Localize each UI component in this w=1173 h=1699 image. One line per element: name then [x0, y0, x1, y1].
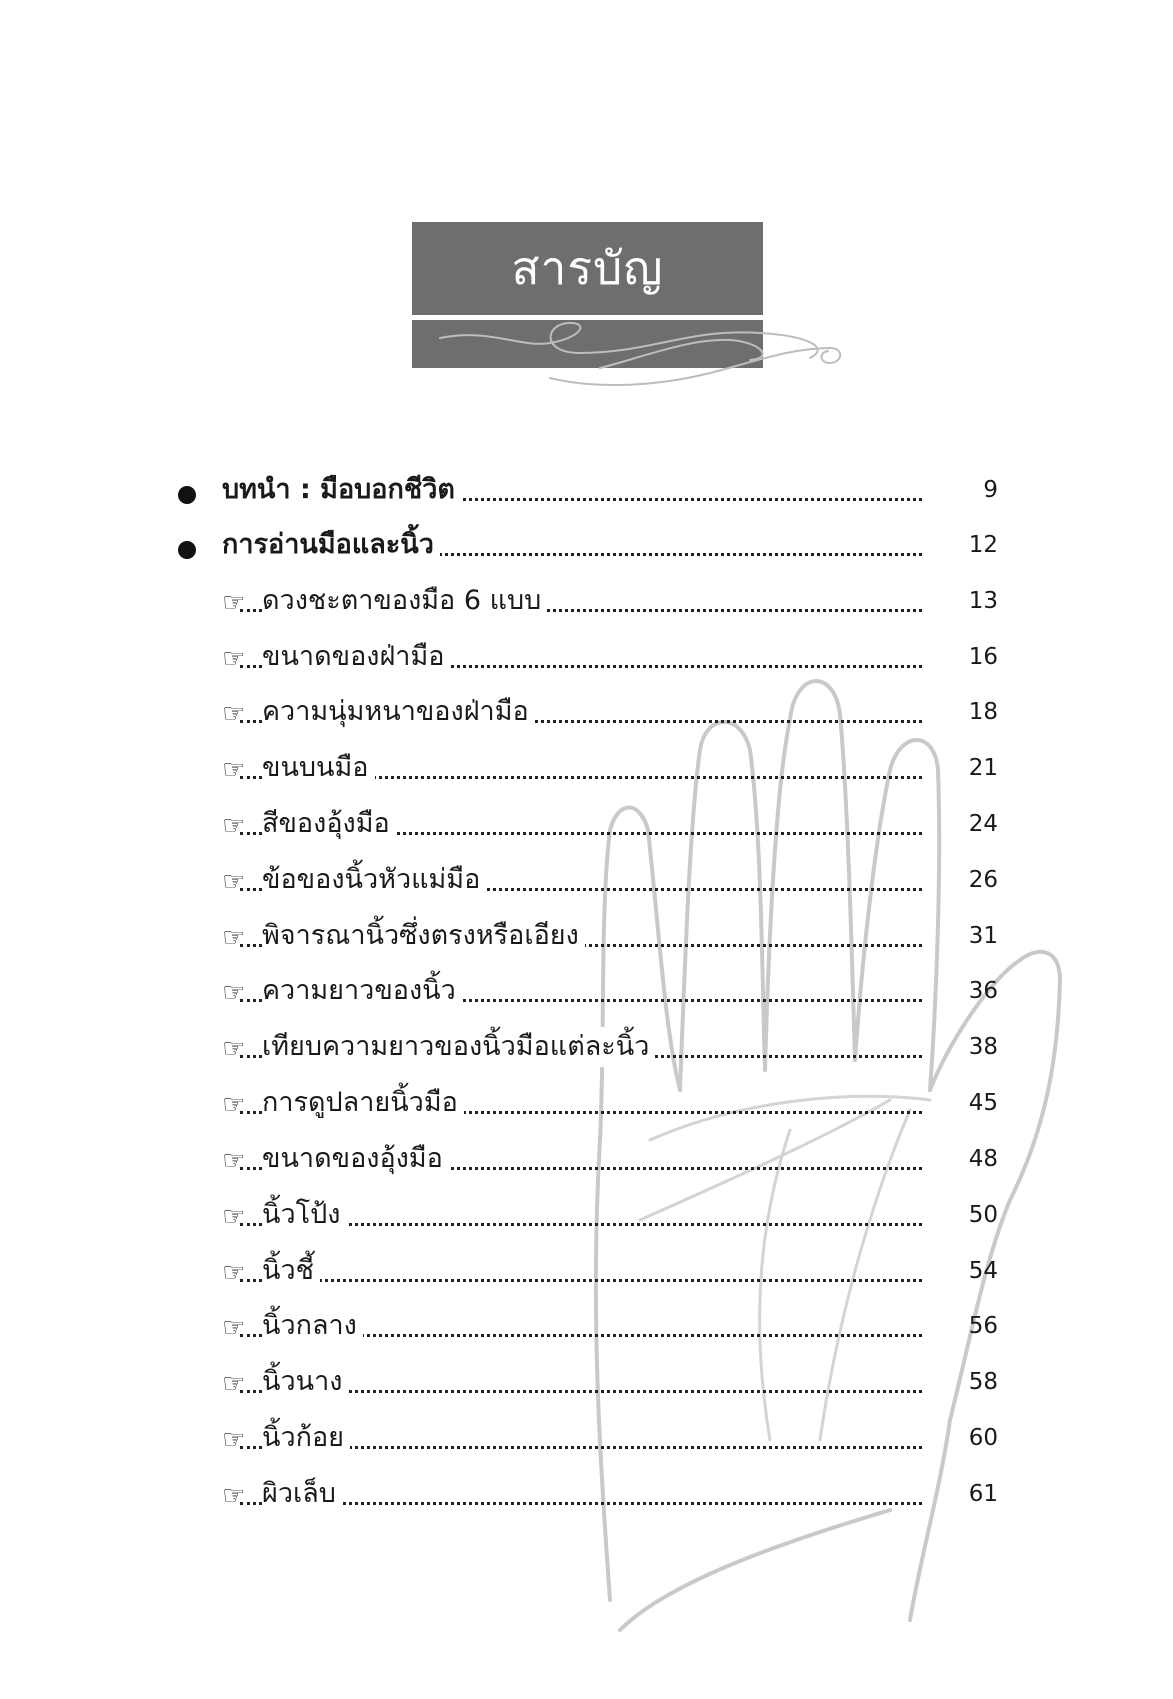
toc-entry-label: ขนาดของฝ่ามือ — [262, 637, 450, 677]
pointing-hand-icon: ☞ — [222, 811, 246, 841]
toc-entry-label: การอ่านมือและนิ้ว — [222, 525, 440, 565]
toc-page-number: 13 — [968, 588, 998, 614]
toc-entry-label: ดวงชะตาของมือ 6 แบบ — [262, 581, 547, 621]
pointing-hand-icon: ☞ — [222, 923, 246, 953]
toc-page-number: 38 — [968, 1034, 998, 1060]
filled-circle-icon — [178, 541, 196, 559]
dot-leader — [240, 1279, 922, 1282]
toc-entry-label: นิ้วก้อย — [262, 1418, 350, 1458]
toc-entry-label: ข้อของนิ้วหัวแม่มือ — [262, 860, 486, 900]
toc-entry[interactable] — [0, 637, 1173, 677]
toc-page-number: 12 — [968, 532, 998, 558]
toc-page-number: 61 — [968, 1481, 998, 1507]
toc-entry-label: ขนบนมือ — [262, 748, 375, 788]
toc-entry[interactable] — [0, 1195, 1173, 1235]
pointing-hand-icon: ☞ — [222, 1146, 246, 1176]
toc-page-number: 21 — [968, 755, 998, 781]
toc-entry[interactable] — [0, 692, 1173, 732]
toc-entry[interactable] — [0, 916, 1173, 956]
toc-entry[interactable] — [0, 860, 1173, 900]
toc-entry[interactable] — [0, 525, 1173, 565]
pointing-hand-icon: ☞ — [222, 1090, 246, 1120]
toc-entry[interactable] — [0, 1362, 1173, 1402]
page-title: สารบัญ — [412, 222, 763, 315]
pointing-hand-icon: ☞ — [222, 699, 246, 729]
pointing-hand-icon: ☞ — [222, 1313, 246, 1343]
toc-page-number: 9 — [983, 477, 998, 503]
toc-entry-label: การดูปลายนิ้วมือ — [262, 1083, 464, 1123]
pointing-hand-icon: ☞ — [222, 1034, 246, 1064]
toc-entry-label: นิ้วชี้ — [262, 1251, 320, 1291]
toc-entry-label: นิ้วกลาง — [262, 1306, 363, 1346]
toc-entry[interactable] — [0, 1027, 1173, 1067]
pointing-hand-icon: ☞ — [222, 1425, 246, 1455]
toc-entry[interactable] — [0, 804, 1173, 844]
pointing-hand-icon: ☞ — [222, 1369, 246, 1399]
pointing-hand-icon: ☞ — [222, 978, 246, 1008]
toc-entry[interactable] — [0, 1474, 1173, 1514]
toc-page-number: 48 — [968, 1146, 998, 1172]
toc-page-number: 24 — [968, 811, 998, 837]
pointing-hand-icon: ☞ — [222, 755, 246, 785]
toc-page-number: 16 — [968, 644, 998, 670]
toc-page-number: 56 — [968, 1313, 998, 1339]
toc-page-number: 31 — [968, 923, 998, 949]
toc-entry-label: ความยาวของนิ้ว — [262, 971, 462, 1011]
toc-page-number: 54 — [968, 1258, 998, 1284]
flourish-ornament — [430, 318, 850, 398]
toc-entry-label: พิจารณานิ้วซึ่งตรงหรือเอียง — [262, 916, 585, 956]
pointing-hand-icon: ☞ — [222, 867, 246, 897]
toc-entry[interactable] — [0, 1139, 1173, 1179]
toc-entry-label: นิ้วโป้ง — [262, 1195, 346, 1235]
toc-entry-label: นิ้วนาง — [262, 1362, 348, 1402]
toc-page-number: 36 — [968, 978, 998, 1004]
toc-entry-label: เทียบความยาวของนิ้วมือแต่ละนิ้ว — [262, 1027, 655, 1067]
toc-page-number: 26 — [968, 867, 998, 893]
pointing-hand-icon: ☞ — [222, 1258, 246, 1288]
toc-entry-label: ขนาดของอุ้งมือ — [262, 1139, 449, 1179]
pointing-hand-icon: ☞ — [222, 1481, 246, 1511]
toc-entry[interactable] — [0, 1251, 1173, 1291]
toc-entry[interactable] — [0, 748, 1173, 788]
toc-entry[interactable] — [0, 581, 1173, 621]
toc-entry[interactable] — [0, 1306, 1173, 1346]
toc-page-number: 58 — [968, 1369, 998, 1395]
toc-page-number: 45 — [968, 1090, 998, 1116]
toc-entry[interactable] — [0, 1083, 1173, 1123]
toc-page-number: 60 — [968, 1425, 998, 1451]
toc-page-number: 18 — [968, 699, 998, 725]
toc-entry[interactable] — [0, 470, 1173, 510]
toc-page-number: 50 — [968, 1202, 998, 1228]
pointing-hand-icon: ☞ — [222, 1202, 246, 1232]
pointing-hand-icon: ☞ — [222, 588, 246, 618]
dot-leader — [240, 1502, 922, 1505]
toc-entry-label: สีของอุ้งมือ — [262, 804, 396, 844]
toc-entry[interactable] — [0, 971, 1173, 1011]
toc-entry-label: ความนุ่มหนาของฝ่ามือ — [262, 692, 535, 732]
toc-entry-label: บทนำ : มือบอกชีวิต — [222, 470, 461, 510]
pointing-hand-icon: ☞ — [222, 644, 246, 674]
toc-entry-label: ผิวเล็บ — [262, 1474, 342, 1514]
toc-entry[interactable] — [0, 1418, 1173, 1458]
filled-circle-icon — [178, 486, 196, 504]
